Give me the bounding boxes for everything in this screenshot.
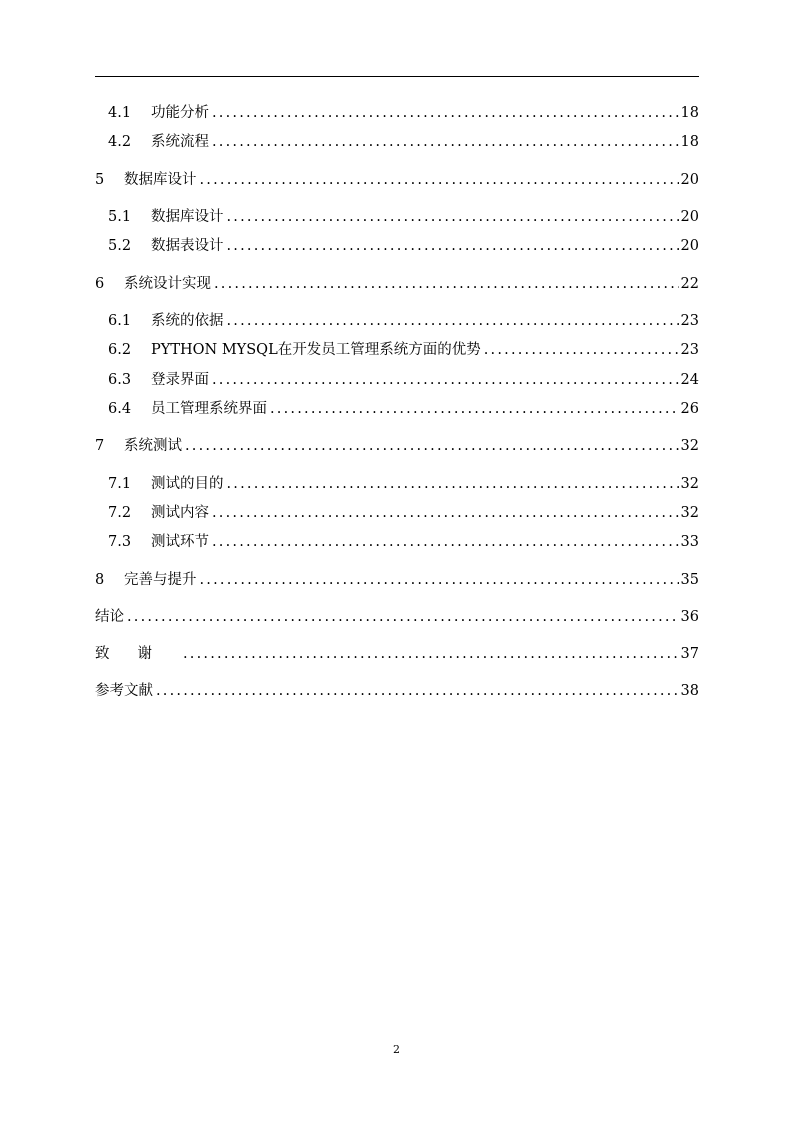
- toc-entry-title: PYTHON MYSQL在开发员工管理系统方面的优势: [151, 342, 481, 358]
- toc-entry-number: 7.2: [108, 505, 132, 521]
- toc-entry-number: 8: [95, 572, 105, 588]
- toc-entry-number: 6.2: [108, 342, 132, 358]
- toc-entry-number: 5: [95, 172, 105, 188]
- toc-entry-title: 致谢: [95, 646, 180, 662]
- toc-entry-title: 结论: [95, 609, 124, 625]
- toc-leader-dots: [127, 606, 679, 628]
- toc-entry-number: 6: [95, 276, 105, 292]
- toc-entry-number: 5.1: [108, 209, 132, 225]
- toc-entry-page: 20: [680, 238, 699, 254]
- toc-entry-page: 32: [680, 476, 699, 492]
- toc-entry-page: 20: [680, 209, 699, 225]
- toc-leader-dots: [484, 339, 679, 361]
- toc-entry-7-1[interactable]: [95, 473, 699, 495]
- toc-entry-page: 37: [680, 646, 699, 662]
- toc-leader-dots: [227, 473, 679, 495]
- toc-entry-number: 7.3: [108, 534, 132, 550]
- toc-entry-6[interactable]: [95, 273, 699, 295]
- toc-entry-title: 测试环节: [151, 534, 209, 550]
- toc-leader-dots: [212, 502, 679, 524]
- toc-entry-page: 32: [680, 438, 699, 454]
- toc-leader-dots: [183, 643, 679, 665]
- toc-leader-dots: [212, 531, 679, 553]
- toc-entry-title: 系统流程: [151, 134, 209, 150]
- toc-entry-page: 26: [680, 401, 699, 417]
- toc-entry-4-2[interactable]: [95, 131, 699, 153]
- toc-entry-5-2[interactable]: [95, 235, 699, 257]
- toc-entry-page: 33: [680, 534, 699, 550]
- toc-leader-dots: [200, 569, 679, 591]
- toc-entry-5-1[interactable]: [95, 206, 699, 228]
- toc-entry-number: 5.2: [108, 238, 132, 254]
- toc-leader-dots: [227, 235, 679, 257]
- toc-entry-title: 参考文献: [95, 683, 153, 699]
- toc-entry-7[interactable]: [95, 435, 699, 457]
- toc-entry-title: 测试内容: [151, 505, 209, 521]
- toc-entry-title: 登录界面: [151, 372, 209, 388]
- toc-leader-dots: [156, 680, 679, 702]
- toc-entry-7-3[interactable]: [95, 531, 699, 553]
- toc-entry-page: 20: [680, 172, 699, 188]
- toc-entry-number: 7: [95, 438, 105, 454]
- toc-entry-acknowledgements[interactable]: [95, 643, 699, 665]
- toc-entry-page: 18: [680, 105, 699, 121]
- toc-entry-number: 6.4: [108, 401, 132, 417]
- toc-entry-page: 24: [680, 372, 699, 388]
- toc-entry-number: 6.3: [108, 372, 132, 388]
- toc-entry-page: 38: [680, 683, 699, 699]
- toc-entry-6-2[interactable]: [95, 339, 699, 361]
- toc-entry-title: 系统的依据: [151, 313, 224, 329]
- toc-entry-page: 35: [680, 572, 699, 588]
- toc-entry-title: 系统设计实现: [124, 276, 211, 292]
- toc-entry-page: 23: [680, 342, 699, 358]
- page-number: 2: [393, 1043, 400, 1056]
- toc-entry-4-1[interactable]: [95, 102, 699, 124]
- toc-entry-page: 32: [680, 505, 699, 521]
- toc-entry-number: 4.1: [108, 105, 132, 121]
- toc-entry-number: 6.1: [108, 313, 132, 329]
- toc-leader-dots: [270, 398, 679, 420]
- toc-entry-page: 18: [680, 134, 699, 150]
- toc-leader-dots: [212, 131, 679, 153]
- toc-entry-title: 完善与提升: [124, 572, 197, 588]
- toc-entry-page: 22: [680, 276, 699, 292]
- toc-entry-title: 数据库设计: [124, 172, 197, 188]
- toc-entry-title: 功能分析: [151, 105, 209, 121]
- toc-entry-title: 员工管理系统界面: [151, 401, 267, 417]
- toc-leader-dots: [214, 273, 679, 295]
- toc-entry-title: 数据库设计: [151, 209, 224, 225]
- toc-entry-title: 测试的目的: [151, 476, 224, 492]
- toc-entry-title: 系统测试: [124, 438, 182, 454]
- toc-entry-number: 4.2: [108, 134, 132, 150]
- toc-entry-title: 数据表设计: [151, 238, 224, 254]
- toc-entry-references[interactable]: [95, 680, 699, 702]
- toc-entry-8[interactable]: [95, 569, 699, 591]
- toc-leader-dots: [185, 435, 679, 457]
- toc-entry-6-3[interactable]: [95, 369, 699, 391]
- toc-leader-dots: [200, 169, 679, 191]
- toc-leader-dots: [212, 369, 679, 391]
- toc-leader-dots: [212, 102, 679, 124]
- toc-entry-conclusion[interactable]: [95, 606, 699, 628]
- toc-entry-6-4[interactable]: [95, 398, 699, 420]
- toc-leader-dots: [227, 310, 679, 332]
- toc-entry-5[interactable]: [95, 169, 699, 191]
- toc-entry-page: 23: [680, 313, 699, 329]
- toc-entry-page: 36: [680, 609, 699, 625]
- toc-entry-7-2[interactable]: [95, 502, 699, 524]
- toc-leader-dots: [227, 206, 679, 228]
- toc-entry-number: 7.1: [108, 476, 132, 492]
- toc-entry-6-1[interactable]: [95, 310, 699, 332]
